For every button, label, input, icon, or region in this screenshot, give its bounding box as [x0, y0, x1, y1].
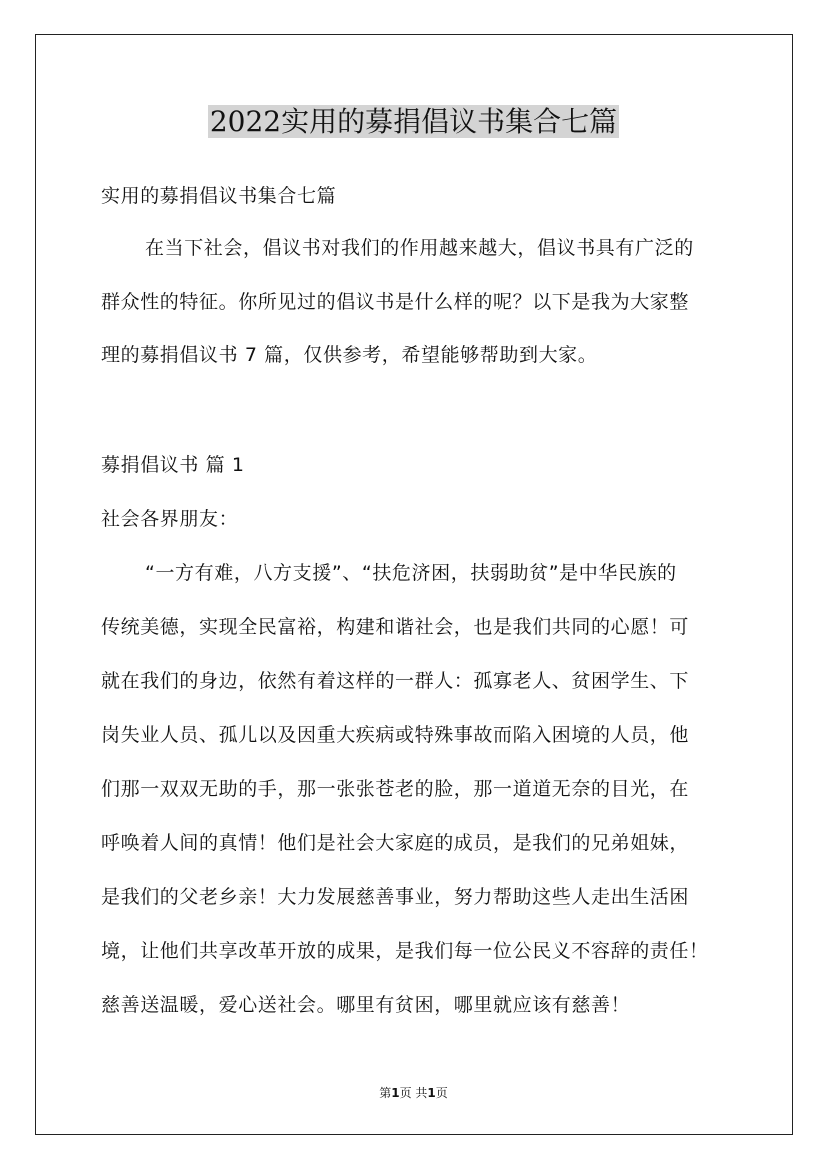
body-line: 传统美德，实现全民富裕，构建和谐社会，也是我们共同的心愿！可: [101, 616, 690, 638]
body-line: 是我们的父老乡亲！大力发展慈善事业，努力帮助这些人走出生活困: [101, 886, 690, 908]
page-footer: [0, 1085, 827, 1101]
footer-total-pages: 1: [427, 1086, 436, 1100]
body-line: “一方有难，八方支援”、“扶危济困，扶弱助贫”是中华民族的: [145, 562, 677, 584]
body-line: 就在我们的身边，依然有着这样的一群人：孤寡老人、贫困学生、下: [101, 670, 690, 692]
footer-suffix: 页: [435, 1086, 448, 1100]
intro-line: 理的募捐倡议书 7 篇，仅供参考，希望能够帮助到大家。: [101, 344, 598, 366]
body-line: 境，让他们共享改革开放的成果，是我们每一位公民义不容辞的责任！: [101, 940, 709, 962]
footer-page-number: 1: [391, 1086, 400, 1100]
body-line: 慈善送温暖，爱心送社会。哪里有贫困，哪里就应该有慈善！: [101, 994, 631, 1016]
document-title: [0, 102, 827, 142]
footer-mid: 页 共: [399, 1086, 428, 1100]
salutation: 社会各界朋友：: [101, 508, 239, 530]
document-subtitle: 实用的募捐倡议书集合七篇: [101, 185, 337, 207]
body-line: 呼唤着人间的真情！他们是社会大家庭的成员，是我们的兄弟姐妹，: [101, 832, 690, 854]
body-line: 们那一双双无助的手，那一张张苍老的脸，那一道道无奈的目光，在: [101, 778, 690, 800]
document-title-text: 2022实用的募捐倡议书集合七篇: [209, 105, 618, 138]
intro-line: 群众性的特征。你所见过的倡议书是什么样的呢？以下是我为大家整: [101, 291, 690, 313]
section-heading: 募捐倡议书 篇 1: [101, 454, 245, 476]
footer-prefix: 第: [379, 1086, 392, 1100]
intro-line: 在当下社会，倡议书对我们的作用越来越大，倡议书具有广泛的: [145, 237, 694, 259]
body-line: 岗失业人员、孤儿以及因重大疾病或特殊事故而陷入困境的人员，他: [101, 724, 690, 746]
